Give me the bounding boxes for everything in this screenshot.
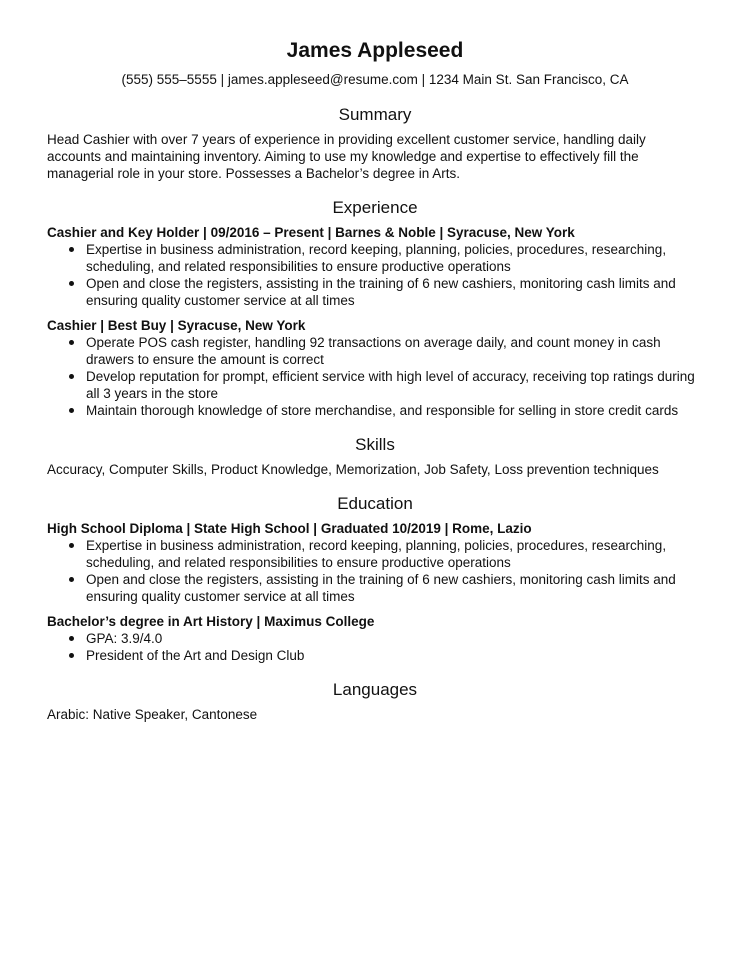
bullet-item: President of the Art and Design Club — [69, 647, 703, 664]
experience-heading: Experience — [332, 198, 418, 217]
education-entry-heading: Bachelor’s degree in Art History | Maximus College — [47, 614, 375, 629]
bullet-item: GPA: 3.9/4.0 — [69, 630, 703, 647]
bullet-item: Develop reputation for prompt, efficient service with high level of accuracy, receiving top ratings during all 3 years in the store — [69, 368, 703, 402]
skills-heading: Skills — [355, 435, 395, 454]
bullet-item: Expertise in business administration, record keeping, planning, policies, procedures, researching, scheduling, and related responsibilities to ensure productive operations — [69, 241, 703, 275]
contact-line: (555) 555–5555 | james.appleseed@resume.com | 1234 Main St. San Francisco, CA — [121, 72, 629, 87]
summary-heading: Summary — [338, 105, 412, 124]
job-bullets — [69, 241, 703, 309]
education-heading: Education — [337, 494, 413, 513]
job-heading: Cashier and Key Holder | 09/2016 – Present | Barnes & Noble | Syracuse, New York — [47, 225, 575, 240]
education-entry-heading: High School Diploma | State High School | Graduated 10/2019 | Rome, Lazio — [47, 521, 532, 536]
education-bullets — [69, 537, 703, 605]
languages-heading: Languages — [332, 680, 418, 699]
resume-name: James Appleseed — [286, 39, 464, 62]
job-heading: Cashier | Best Buy | Syracuse, New York — [47, 318, 306, 333]
summary-text: Head Cashier with over 7 years of experience in providing excellent customer service, handling daily accounts and maintaining inventory. Aiming to use my knowledge and expertise to effectively fill the managerial role in your store. Possesses a Bachelor’s degree in Arts. — [47, 132, 646, 181]
bullet-item: Open and close the registers, assisting in the training of 6 new cashiers, monitoring cash limits and ensuring quality customer service at all times — [69, 275, 703, 309]
education-bullets — [69, 630, 703, 664]
skills-text: Accuracy, Computer Skills, Product Knowledge, Memorization, Job Safety, Loss prevention techniques — [47, 462, 659, 477]
bullet-item: Open and close the registers, assisting in the training of 6 new cashiers, monitoring cash limits and ensuring quality customer service at all times — [69, 571, 703, 605]
bullet-item: Maintain thorough knowledge of store merchandise, and responsible for selling in store credit cards — [69, 402, 703, 419]
bullet-item: Expertise in business administration, record keeping, planning, policies, procedures, researching, scheduling, and related responsibilities to ensure productive operations — [69, 537, 703, 571]
bullet-item: Operate POS cash register, handling 92 transactions on average daily, and count money in cash drawers to ensure the amount is correct — [69, 334, 703, 368]
languages-text: Arabic: Native Speaker, Cantonese — [47, 707, 258, 722]
job-bullets — [69, 334, 703, 419]
